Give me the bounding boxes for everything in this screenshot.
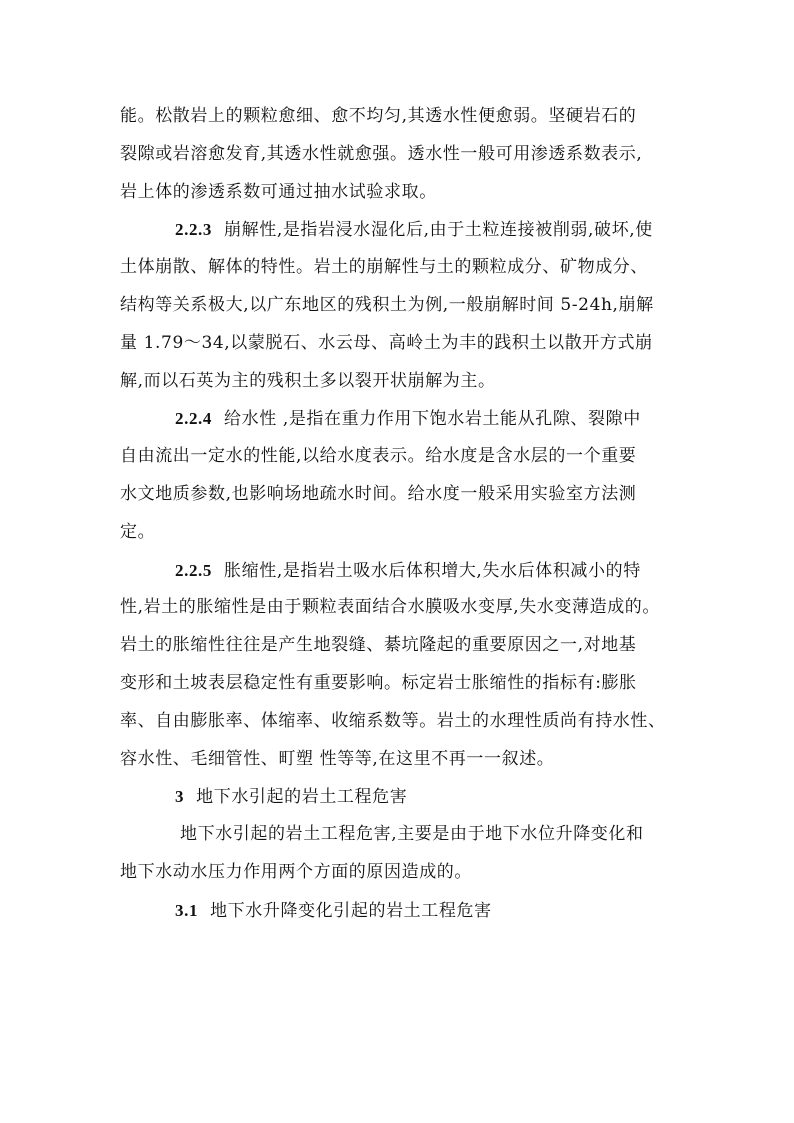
text-line: 岩土的胀缩性往往是产生地裂缝、綦坑隆起的重要原因之一,对地基 <box>120 635 637 656</box>
text-line: 裂隙或岩溶愈发育,其透水性就愈强。透水性一般可用渗透系数表示, <box>120 143 643 164</box>
section-number: 3.1 <box>175 900 199 920</box>
document-page <box>120 98 680 930</box>
section-title: 地下水引起的岩土工程危害 <box>196 787 408 808</box>
paragraph-2-2-4 <box>120 400 680 551</box>
text-line: 定。 <box>120 521 156 542</box>
text-line: 岩上体的渗透系数可通过抽水试验求取。 <box>120 181 437 202</box>
text-line: 水文地质参数,也影响场地疏水时间。给水度一般采用实验室方法测 <box>120 483 637 504</box>
paragraph-2-2-5 <box>120 552 680 779</box>
text-line <box>120 400 680 438</box>
paragraph-permeability <box>120 98 680 211</box>
text-line: 变形和土坡表层稳定性有重要影响。标定岩士胀缩性的指标有:膨胀 <box>120 672 637 693</box>
section-number: 2.2.4 <box>175 409 212 429</box>
text-line: 能。松散岩上的颗粒愈细、愈不均匀,其透水性便愈弱。坚硬岩石的 <box>120 106 637 126</box>
section-number: 2.2.5 <box>175 560 212 580</box>
text-line: 地下水动水压力作用两个方面的原因造成的。 <box>120 861 472 882</box>
text-line: 自由流出一定水的性能,以给水度表示。给水度是含水层的一个重要 <box>120 446 637 467</box>
text-line: 量 1.79～34,以蒙脱石、水云母、高岭土为丰的践积土以散开方式崩 <box>120 332 653 353</box>
section-heading-3-1 <box>120 892 680 930</box>
text-line: 土体崩散、解体的特性。岩土的崩解性与土的颗粒成分、矿物成分、 <box>120 257 648 278</box>
paragraph-section-3-intro <box>120 816 680 892</box>
section-number: 2.2.3 <box>175 220 212 240</box>
section-number: 3 <box>175 787 185 807</box>
text-span: 给水性 ,是指在重力作用下饱水岩土能从孔隙、裂隙中 <box>224 409 641 430</box>
section-heading-3 <box>120 778 680 816</box>
section-title: 地下水升降变化引起的岩土工程危害 <box>210 900 492 921</box>
text-line: 率、自由膨胀率、体缩率、收缩系数等。岩土的水理性质尚有持水性、 <box>120 710 666 731</box>
text-line: 解,而以石英为主的残积土多以裂开状崩解为主。 <box>120 370 496 391</box>
text-line <box>120 552 680 590</box>
paragraph-2-2-3 <box>120 211 680 400</box>
text-line: 结构等关系极大,以广东地区的残积土为例,一般崩解时间 5-24h,崩解 <box>120 294 654 315</box>
text-span: 胀缩性,是指岩土吸水后体积增大,失水后体积减小的特 <box>224 560 641 581</box>
text-line <box>120 211 680 249</box>
text-span: 崩解性,是指岩浸水湿化后,由于土粒连接被削弱,破坏,使 <box>224 220 653 241</box>
text-line: 容水性、毛细管性、町塑 性等等,在这里不再一一叙述。 <box>120 748 555 769</box>
text-line: 地下水引起的岩土工程危害,主要是由于地下水位升降变化和 <box>180 824 644 845</box>
text-line: 性,岩土的胀缩性是由于颗粒表面结合水膜吸水变厚,失水变薄造成的。 <box>120 597 661 618</box>
